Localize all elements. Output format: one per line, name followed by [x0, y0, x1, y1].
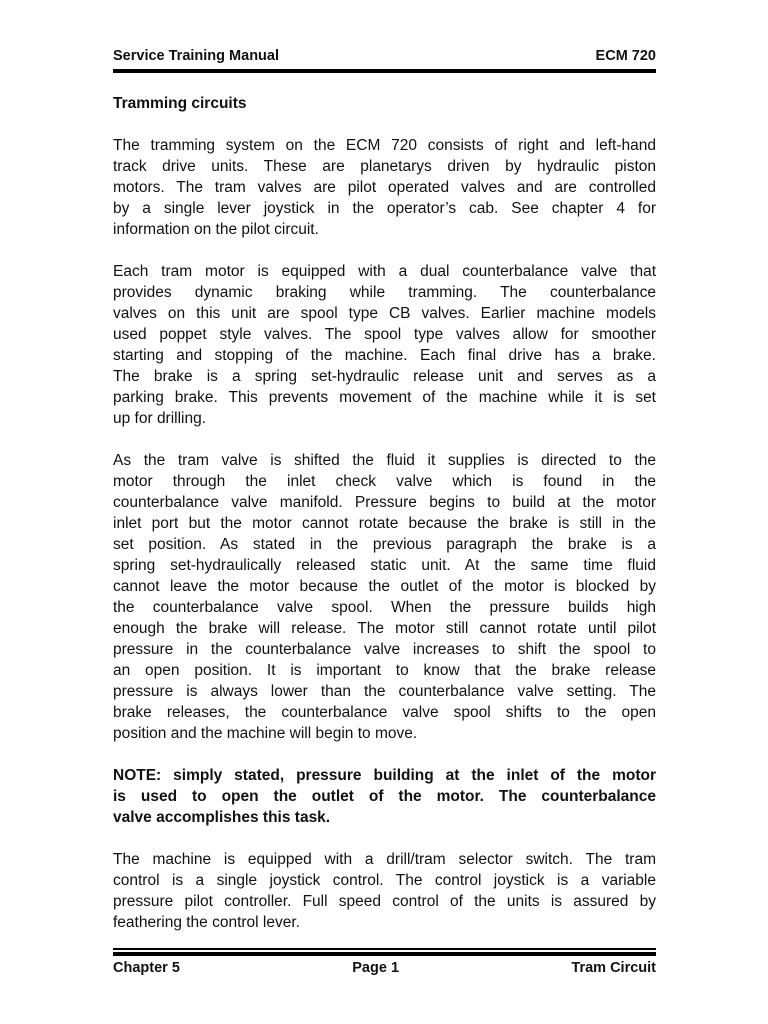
text-line: information on the pilot circuit. [113, 221, 319, 238]
text-line: enough the brake will release. The motor still cannot rotate until pilot [113, 620, 656, 637]
paragraph [113, 261, 656, 429]
text-line: valve accomplishes this task. [113, 809, 331, 826]
text-line: motor through the inlet check valve which is found in the [113, 473, 656, 490]
text-line: The tramming system on the ECM 720 consists of right and left-hand [113, 137, 656, 154]
header-manual-title: Service Training Manual [113, 48, 279, 64]
paragraph [113, 849, 656, 933]
body-text [113, 135, 656, 954]
text-line: NOTE: simply stated, pressure building at the inlet of the motor [113, 767, 656, 784]
text-line: spring set-hydraulically released static unit. At the same time fluid [113, 557, 656, 574]
page-footer [113, 960, 656, 976]
note-paragraph [113, 765, 656, 828]
text-line: parking brake. This prevents movement of the machine while it is set [113, 389, 656, 406]
text-line: position and the machine will begin to move. [113, 725, 418, 742]
text-line: track drive units. These are planetarys driven by hydraulic piston [113, 158, 656, 175]
footer-chapter: Chapter 5 [113, 960, 180, 976]
text-line: brake releases, the counterbalance valve spool shifts to the open [113, 704, 656, 721]
text-line: set position. As stated in the previous paragraph the brake is a [113, 536, 656, 553]
text-line: cannot leave the motor because the outlet of the motor is blocked by [113, 578, 656, 595]
text-line: pressure in the counterbalance valve increases to shift the spool to [113, 641, 656, 658]
text-line: up for drilling. [113, 410, 207, 427]
text-line: The brake is a spring set-hydraulic release unit and serves as a [113, 368, 656, 385]
text-line: The machine is equipped with a drill/tram selector switch. The tram [113, 851, 656, 868]
text-line: the counterbalance valve spool. When the pressure builds high [113, 599, 656, 616]
paragraph [113, 450, 656, 744]
footer-section: Tram Circuit [571, 960, 656, 976]
text-line: motors. The tram valves are pilot operated valves and are controlled [113, 179, 656, 196]
section-title: Tramming circuits [113, 95, 247, 112]
footer-rule-thin [113, 948, 656, 950]
text-line: pressure pilot controller. Full speed control of the units is assured by [113, 893, 656, 910]
paragraph [113, 135, 656, 240]
text-line: counterbalance valve manifold. Pressure begins to build at the motor [113, 494, 656, 511]
text-line: Each tram motor is equipped with a dual counterbalance valve that [113, 263, 656, 280]
text-line: an open position. It is important to know that the brake release [113, 662, 656, 679]
header-rule [113, 69, 656, 73]
text-line: provides dynamic braking while tramming. The counterbalance [113, 284, 656, 301]
text-line: inlet port but the motor cannot rotate because the brake is still in the [113, 515, 656, 532]
text-line: As the tram valve is shifted the fluid it supplies is directed to the [113, 452, 656, 469]
text-line: starting and stopping of the machine. Each final drive has a brake. [113, 347, 656, 364]
footer-page-number: Page 1 [352, 960, 400, 976]
text-line: valves on this unit are spool type CB valves. Earlier machine models [113, 305, 656, 322]
page-header [113, 48, 656, 64]
text-line: pressure is always lower than the counterbalance valve setting. The [113, 683, 656, 700]
footer-rule-thick [113, 952, 656, 956]
text-line: is used to open the outlet of the motor. The counterbalance [113, 788, 656, 805]
text-line: control is a single joystick control. The control joystick is a variable [113, 872, 656, 889]
text-line: feathering the control lever. [113, 914, 300, 931]
header-model: ECM 720 [595, 48, 656, 64]
text-line: by a single lever joystick in the operator’s cab. See chapter 4 for [113, 200, 656, 217]
text-line: used poppet style valves. The spool type valves allow for smoother [113, 326, 656, 343]
